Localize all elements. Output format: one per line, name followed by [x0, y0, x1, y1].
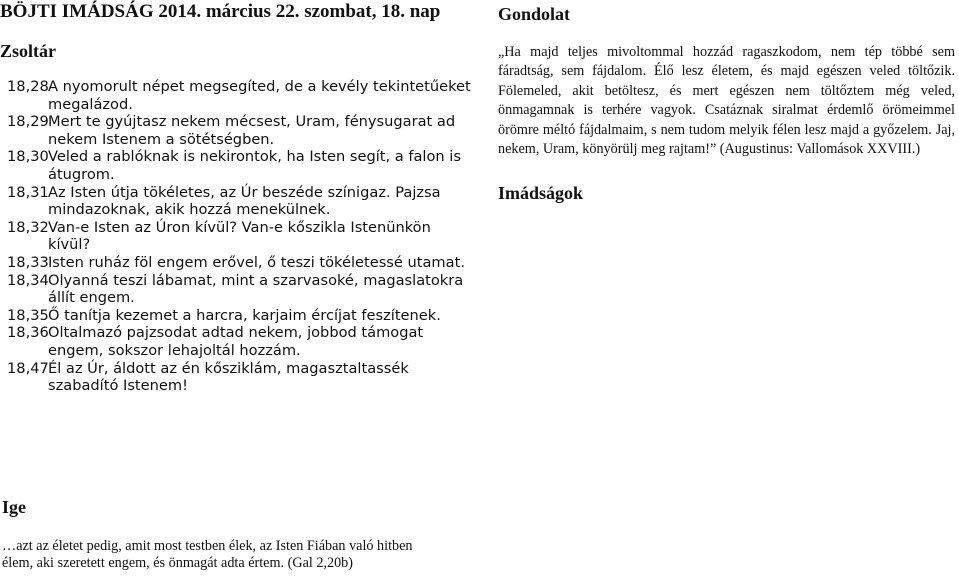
verse-text: Él az Úr, áldott az én kősziklám, magasztaltassék szabadító Istenem!	[48, 359, 409, 395]
psalm-verse	[7, 184, 477, 219]
verse-text: Oltalmazó pajzsodat adtad nekem, jobbod támogat engem, sokszor lehajoltál hozzám.	[48, 324, 424, 359]
verse-text: Mert te gyújtasz nekem mécsest, Uram, fénysugarat ad nekem Istenem a sötétségben.	[48, 113, 456, 148]
verse-number: 18,33	[7, 253, 49, 271]
verse-text: A nyomorult népet megsegíted, de a kevély tekintetűeket megalázod.	[48, 78, 471, 113]
psalm-heading: Zsoltár	[0, 41, 56, 61]
verse-number: 18,31	[7, 183, 49, 201]
word-heading: Ige	[2, 497, 26, 517]
verse-number: 18,36	[7, 324, 49, 342]
verse-number: 18,32	[7, 218, 49, 236]
prayers-heading: Imádságok	[498, 183, 584, 203]
psalm-verse	[7, 219, 477, 254]
verse-number: 18,29	[7, 113, 49, 131]
psalm-verse-list	[7, 78, 477, 395]
verse-text: Az Isten útja tökéletes, az Úr beszéde színigaz. Pajzsa mindazoknak, akik hozzá menekülnek.	[48, 183, 441, 219]
psalm-verse	[7, 113, 477, 148]
psalm-verse	[7, 360, 477, 395]
thought-text: „Ha majd teljes mivoltommal hozzád ragaszkodom, nem tép többé sem fáradtság, sem fájdalom. Élő lesz életem, és majd egészen veled töltőzik. Fölemeled, akit betöltesz, és mert egészen nem töltőztem még veled, önmagamnak is terhére vagyok. Csatáznak siralmat érdemlő örömeimmel örömre méltó fájdalmaim, s nem tudom melyik félen lesz majd a győzelem. Jaj, nekem, Uram, könyörülj meg rajtam!” (Augustinus: Vallomások XXVIII.)	[498, 44, 955, 158]
thought-heading: Gondolat	[498, 4, 571, 24]
verse-number: 18,34	[7, 271, 49, 289]
verse-text: Van-e Isten az Úron kívül? Van-e kőszikla Istenünkön kívül?	[48, 218, 431, 254]
verse-number: 18,30	[7, 148, 49, 166]
psalm-verse	[7, 254, 477, 272]
verse-text: Veled a rablóknak is nekirontok, ha Isten segít, a falon is átugrom.	[48, 148, 461, 183]
verse-number: 18,35	[7, 306, 49, 324]
verse-number: 18,28	[7, 78, 49, 95]
psalm-verse	[7, 272, 477, 307]
psalm-verse	[7, 307, 477, 325]
psalm-verse	[7, 78, 477, 113]
verse-text: Isten ruház föl engem erővel, ő teszi tökéletessé utamat.	[48, 253, 465, 271]
psalm-verse	[7, 148, 477, 183]
psalm-verse	[7, 324, 477, 359]
verse-number: 18,47	[7, 359, 49, 377]
word-text: …azt az életet pedig, amit most testben élek, az Isten Fiában való hitben élem, aki szeretett engem, és önmagát adta értem. (Gal 2,20b)	[2, 538, 413, 571]
page-title: BÖJTI IMÁDSÁG 2014. március 22. szombat, 18. nap	[0, 1, 441, 22]
verse-text: Ő tanítja kezemet a harcra, karjaim ércíjat feszítenek.	[48, 306, 441, 324]
verse-text: Olyanná teszi lábamat, mint a szarvasoké, magaslatokra állít engem.	[48, 271, 464, 307]
